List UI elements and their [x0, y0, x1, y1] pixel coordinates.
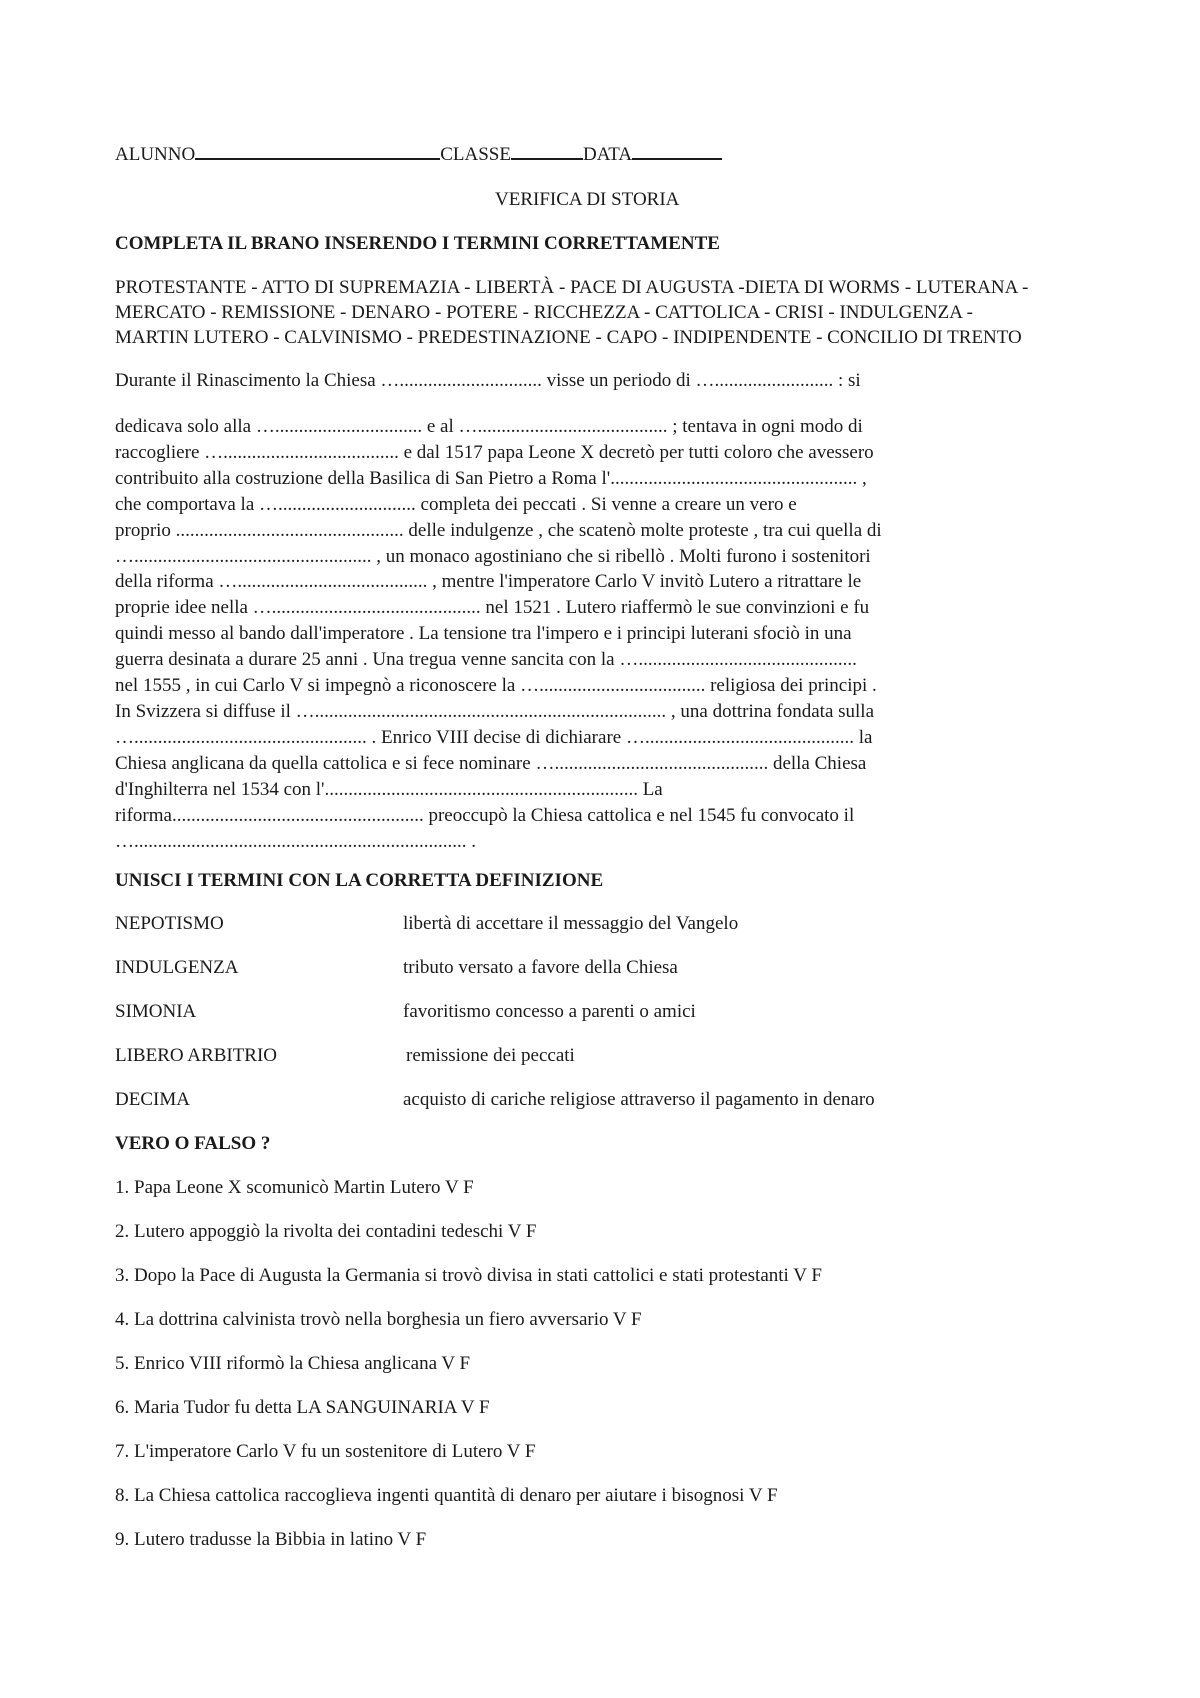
match-row [115, 1044, 1100, 1068]
section1-heading: COMPLETA IL BRANO INSERENDO I TERMINI CORRETTAMENTE [115, 233, 720, 254]
classe-label: CLASSE [440, 144, 511, 165]
term-bank-line: MARTIN LUTERO - CALVINISMO - PREDESTINAZIONE - CAPO - INDIPENDENTE - CONCILIO DI TRENTO [115, 327, 1022, 348]
student-info-line [115, 144, 722, 166]
true-false-item: 7. L'imperatore Carlo V fu un sostenitore di Lutero V F [115, 1441, 536, 1462]
section3-heading: VERO O FALSO ? [115, 1133, 271, 1154]
passage-line: …...................................................................... . [115, 830, 476, 852]
passage-line: …................................................. . Enrico VIII decise di dichiarare …............................................ la [115, 726, 873, 748]
alunno-blank[interactable] [195, 144, 440, 160]
match-row [115, 1088, 1100, 1112]
match-term: NEPOTISMO [115, 913, 224, 934]
passage-line: ….................................................. , un monaco agostiniano che si ribellò . Molti furono i sostenitori [115, 545, 871, 567]
section2-heading: UNISCI I TERMINI CON LA CORRETTA DEFINIZIONE [115, 870, 604, 891]
match-definition: tributo versato a favore della Chiesa [403, 957, 678, 978]
true-false-item: 5. Enrico VIII riformò la Chiesa anglicana V F [115, 1353, 471, 1374]
cloze-passage [115, 414, 882, 854]
passage-line: Chiesa anglicana da quella cattolica e si fece nominare …............................................. della Chiesa [115, 752, 867, 774]
term-bank-line: PROTESTANTE - ATTO DI SUPREMAZIA - LIBERTÀ - PACE DI AUGUSTA -DIETA DI WORMS - LUTERANA - [115, 277, 1029, 298]
passage-line: guerra desinata a durare 25 anni . Una tregua venne sancita con la ….............................................. [115, 649, 857, 671]
data-label: DATA [582, 144, 633, 165]
passage-line: della riforma …........................................ , mentre l'imperatore Carlo V invitò Lutero a ritrattare le [115, 571, 862, 593]
passage-line: In Svizzera si diffuse il ….......................................................................... , una dottrina fondata sulla [115, 700, 875, 722]
passage-line: d'Inghilterra nel 1534 con l'.................................................................. La [115, 778, 663, 800]
passage-line: contribuito alla costruzione della Basilica di San Pietro a Roma l'.................................................... , [115, 467, 867, 489]
match-definition: acquisto di cariche religiose attraverso il pagamento in denaro [403, 1089, 875, 1110]
passage-line: proprie idee nella …............................................ nel 1521 . Lutero riaffermò le sue convinzioni e fu [115, 597, 870, 619]
term-bank-line: MERCATO - REMISSIONE - DENARO - POTERE - RICCHEZZA - CATTOLICA - CRISI - INDULGENZA - [115, 302, 973, 323]
passage-line: nel 1555 , in cui Carlo V si impegnò a riconoscere la …................................... religiosa dei principi . [115, 675, 877, 697]
passage-line: raccogliere …..................................... e dal 1517 papa Leone X decretò per tutti coloro che avessero [115, 441, 874, 463]
classe-blank[interactable] [511, 144, 583, 160]
match-term: DECIMA [115, 1089, 190, 1110]
passage-first-line: Durante il Rinascimento la Chiesa ….............................. visse un periodo di …......................... : si [115, 370, 861, 391]
term-bank [115, 275, 1095, 350]
data-blank[interactable] [632, 144, 722, 160]
true-false-item: 8. La Chiesa cattolica raccoglieva ingenti quantità di denaro per aiutare i bisognosi V F [115, 1485, 778, 1506]
passage-line: proprio ................................................ delle indulgenze , che scatenò molte proteste , tra cui quella di [115, 519, 882, 541]
true-false-item: 6. Maria Tudor fu detta LA SANGUINARIA V F [115, 1397, 490, 1418]
true-false-item: 2. Lutero appoggiò la rivolta dei contadini tedeschi V F [115, 1221, 537, 1242]
passage-line: quindi messo al bando dall'imperatore . La tensione tra l'impero e i principi luterani sfociò in una [115, 623, 852, 645]
match-term: INDULGENZA [115, 957, 239, 978]
match-definition: remissione dei peccati [406, 1045, 575, 1066]
true-false-item: 3. Dopo la Pace di Augusta la Germania si trovò divisa in stati cattolici e stati protestanti V F [115, 1265, 822, 1286]
match-row [115, 1000, 1100, 1024]
true-false-item: 1. Papa Leone X scomunicò Martin Lutero V F [115, 1177, 474, 1198]
match-term: SIMONIA [115, 1001, 197, 1022]
match-definition: favoritismo concesso a parenti o amici [403, 1001, 696, 1022]
match-row [115, 912, 1100, 936]
true-false-item: 4. La dottrina calvinista trovò nella borghesia un fiero avversario V F [115, 1309, 642, 1330]
passage-line: riforma..................................................... preoccupò la Chiesa cattolica e nel 1545 fu convocato il [115, 804, 855, 826]
true-false-item: 9. Lutero tradusse la Bibbia in latino V F [115, 1529, 427, 1550]
match-row [115, 956, 1100, 980]
match-term: LIBERO ARBITRIO [115, 1045, 278, 1066]
alunno-label: ALUNNO [115, 144, 196, 165]
passage-line: dedicava solo alla …............................... e al …........................................ ; tentava in ogni modo di [115, 416, 863, 437]
page-title: VERIFICA DI STORIA [495, 189, 680, 210]
passage-line: che comportava la …............................. completa dei peccati . Si venne a creare un vero e [115, 493, 797, 515]
match-definition: libertà di accettare il messaggio del Vangelo [403, 913, 739, 934]
